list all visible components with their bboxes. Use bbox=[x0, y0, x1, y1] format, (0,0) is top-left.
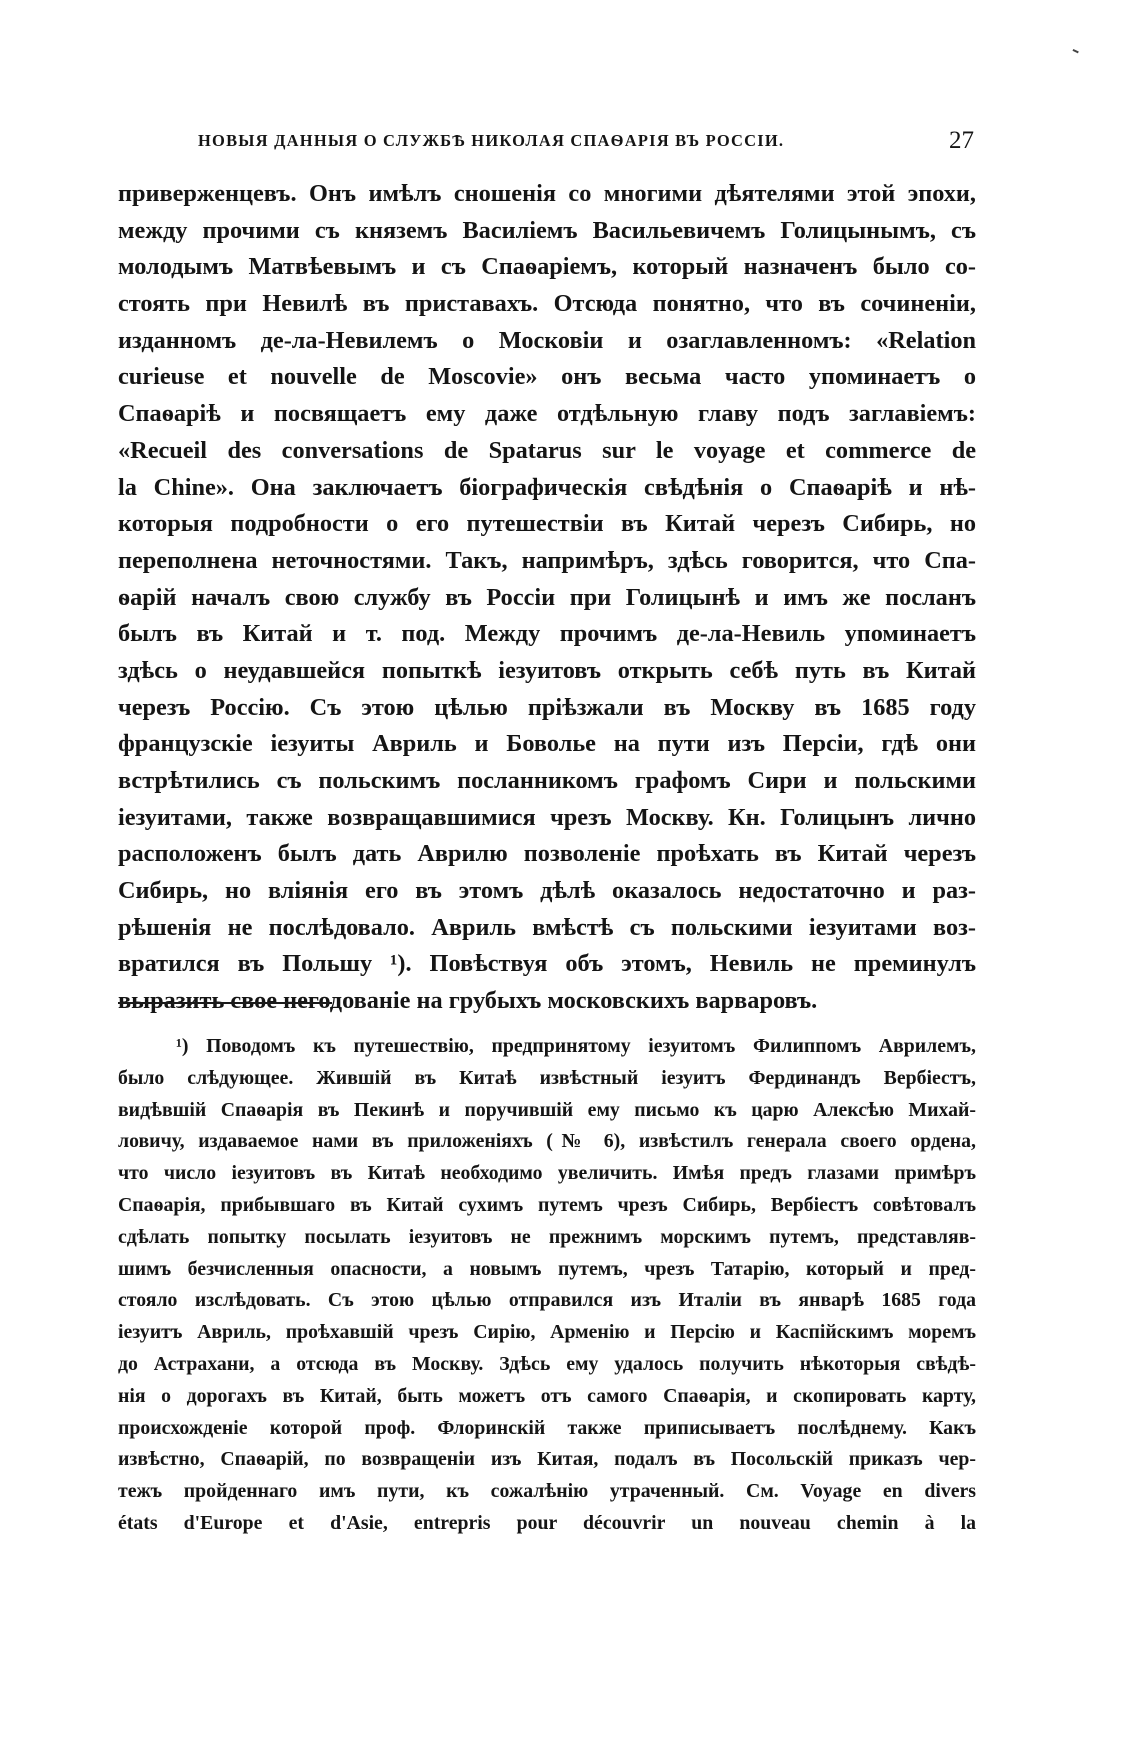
text-line: «Recueil des conversations de Spatarus sur le voyage et commerce de bbox=[118, 436, 976, 464]
page-number: 27 bbox=[949, 127, 974, 154]
text-line: молодымъ Матвѣевымъ и съ Спаѳаріемъ, который назначенъ было со- bbox=[118, 253, 976, 281]
text-line: Сибирь, но вліянія его въ этомъ дѣлѣ оказалось недостаточно и раз- bbox=[118, 877, 976, 905]
running-head: НОВЫЯ ДАННЫЯ О СЛУЖБѢ НИКОЛАЯ СПАѲАРІЯ ВЪ РОССІИ. bbox=[198, 131, 785, 150]
text-line: приверженцевъ. Онъ имѣлъ сношенія со многими дѣятелями этой эпохи, bbox=[118, 180, 976, 207]
text-line: черезъ Россію. Съ этою цѣлью пріѣзжали въ Москву въ 1685 году bbox=[118, 693, 976, 721]
footnote-line: тежъ пройденнаго имъ пути, къ сожалѣнію утраченный. См. Voyage en divers bbox=[118, 1480, 976, 1503]
text-line: стоять при Невилѣ въ приставахъ. Отсюда понятно, что въ сочиненіи, bbox=[118, 290, 976, 318]
text-line: здѣсь о неудавшейся попыткѣ іезуитовъ открыть себѣ путь въ Китай bbox=[118, 656, 976, 684]
text-line: выразить свое негодованіе на грубыхъ московскихъ варваровъ. bbox=[118, 987, 818, 1015]
footnote-line: что число іезуитовъ въ Китаѣ необходимо увеличить. Имѣя предъ глазами примѣръ bbox=[118, 1162, 976, 1185]
scan-speck bbox=[1071, 49, 1079, 56]
footnote-line: до Астрахани, а отсюда въ Москву. Здѣсь ему удалось получить нѣкоторыя свѣдѣ- bbox=[118, 1352, 976, 1375]
footnote-line: стояло изслѣдовать. Съ этою цѣлью отправился изъ Италіи въ январѣ 1685 года bbox=[118, 1289, 976, 1312]
footnote-line: іезуитъ Авриль, проѣхавшій чрезъ Сирію, Арменію и Персію и Каспійскимъ моремъ bbox=[118, 1321, 976, 1344]
footnote-line: шимъ безчисленныя опасности, а новымъ путемъ, чрезъ Татарію, который и пред- bbox=[118, 1257, 976, 1280]
footnote-line: было слѣдующее. Жившій въ Китаѣ извѣстный іезуитъ Фердинандъ Вербіестъ, bbox=[118, 1066, 976, 1089]
footnote-line: Спаѳарія, прибывшаго въ Китай сухимъ путемъ чрезъ Сибирь, Вербіестъ совѣтовалъ bbox=[118, 1193, 976, 1216]
footnote-line: видѣвшій Спаѳарія въ Пекинѣ и поручившій ему письмо къ царю Алексѣю Михай- bbox=[118, 1098, 976, 1121]
footnote-line: сдѣлать попытку посылать іезуитовъ не прежнимъ морскимъ путемъ, представляв- bbox=[118, 1225, 976, 1248]
footnote-line: извѣстно, Спаѳарій, по возвращеніи изъ Китая, подалъ въ Посольскій приказъ чер- bbox=[118, 1448, 976, 1471]
text-line: іезуитами, также возвращавшимися чрезъ Москву. Кн. Голицынъ лично bbox=[118, 803, 976, 831]
footnote-line: нія о дорогахъ въ Китай, быть можетъ отъ самого Спаѳарія, и скопировать карту, bbox=[118, 1384, 976, 1407]
text-line: вратился въ Польшу ¹). Повѣствуя объ этомъ, Невиль не преминулъ bbox=[118, 950, 976, 978]
footnote-line: ловичу, издаваемое нами въ приложеніяхъ (№ 6), извѣстилъ генерала своего ордена, bbox=[118, 1130, 976, 1153]
footnote-line: états d'Europe et d'Asie, entrepris pour découvrir un nouveau chemin à la bbox=[118, 1511, 976, 1534]
text-line: былъ въ Китай и т. под. Между прочимъ де-ла-Невиль упоминаетъ bbox=[118, 620, 976, 648]
footnote-line: происхожденіе которой проф. Флоринскій также приписываетъ послѣднему. Какъ bbox=[118, 1416, 976, 1439]
text-line: переполнена неточностями. Такъ, напримѣръ, здѣсь говорится, что Спа- bbox=[118, 546, 976, 574]
text-line: расположенъ былъ дать Аврилю позволеніе проѣхать въ Китай черезъ bbox=[118, 840, 976, 868]
text-line: ѳарій началъ свою службу въ Россіи при Голицынѣ и имъ же посланъ bbox=[118, 583, 976, 611]
text-line: изданномъ де-ла-Невилемъ о Московіи и озаглавленномъ: «Relation bbox=[118, 326, 976, 354]
text-line: встрѣтились съ польскимъ посланникомъ графомъ Сири и польскими bbox=[118, 767, 976, 794]
text-line: la Chine». Она заключаетъ біографическія свѣдѣнія о Спаѳаріѣ и нѣ- bbox=[118, 473, 976, 501]
page-header bbox=[118, 127, 974, 157]
text-line: которыя подробности о его путешествіи въ Китай черезъ Сибирь, но bbox=[118, 510, 976, 538]
text-line: французскіе іезуиты Авриль и Боволье на пути изъ Персіи, гдѣ они bbox=[118, 730, 976, 758]
text-line: рѣшенія не послѣдовало. Авриль вмѣстѣ съ польскими іезуитами воз- bbox=[118, 913, 976, 941]
text-line: Спаѳаріѣ и посвящаетъ ему даже отдѣльную главу подъ заглавіемъ: bbox=[118, 400, 976, 428]
text-line: между прочими съ княземъ Василіемъ Васильевичемъ Голицынымъ, съ bbox=[118, 216, 976, 244]
text-line: curieuse et nouvelle de Moscovie» онъ весьма часто упоминаетъ о bbox=[118, 363, 976, 391]
footnote bbox=[118, 1031, 976, 1540]
main-text bbox=[118, 176, 976, 1020]
footnote-divider bbox=[118, 1002, 332, 1004]
footnote-line: ¹) Поводомъ къ путешествію, предпринятому іезуитомъ Филиппомъ Аврилемъ, bbox=[176, 1035, 976, 1057]
